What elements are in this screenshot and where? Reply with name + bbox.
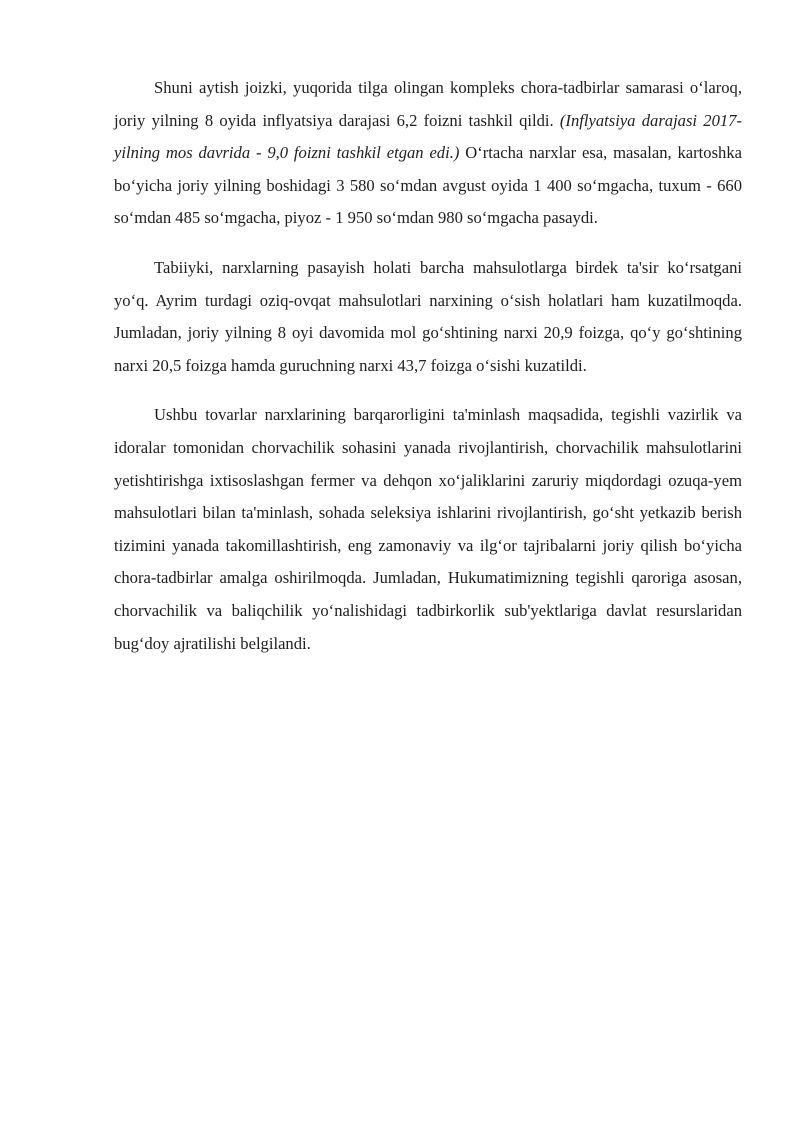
- paragraph-inflation-prices: O‘rtacha narxlar esa, masalan, kartoshka bo‘yicha joriy yilning boshidagi 3 580 so‘mdan avgust oyida 1 400 so‘mgacha, tuxum - 660 so‘mdan 485 so‘mgacha, piyoz - 1 950 so‘mdan 980 so‘mgacha pasaydi.: [114, 143, 742, 228]
- paragraph-inflation: [114, 72, 742, 235]
- paragraph-inflation-italic-note: (Inflyatsiya darajasi 2017-yilning mos davrida - 9,0 foizni tashkil etgan edi.): [114, 110, 743, 163]
- paragraph-measures: Ushbu tovarlar narxlarining barqarorligini ta'minlash maqsadida, tegishli vazirlik va idoralar tomonidan chorvachilik sohasini yanada rivojlantirish, chorvachilik mahsulotlarini yetishtirishga ixtisoslashgan fermer va dehqon xo‘jaliklarini zaruriy miqdordagi ozuqa-yem mahsulotlari bilan ta'minlash, sohada seleksiya ishlarini rivojlantirish, go‘sht yetkazib berish tizimini yanada takomillashtirish, eng zamonaviy va ilg‘or tajribalarni joriy qilish bo‘yicha chora-tadbirlar amalga oshirilmoqda. Jumladan, Hukumatimizning tegishli qaroriga asosan, chorvachilik va baliqchilik yo‘nalishidagi tadbirkorlik sub'yektlariga davlat resurslaridan bug‘doy ajratilishi belgilandi.: [114, 405, 742, 653]
- paragraph-price-growth: Tabiiyki, narxlarning pasayish holati barcha mahsulotlarga birdek ta'sir ko‘rsatgani yo‘q. Ayrim turdagi oziq-ovqat mahsulotlari narxining o‘sish holatlari ham kuzatilmoqda. Jumladan, joriy yilning 8 oyi davomida mol go‘shtining narxi 20,9 foizga, qo‘y go‘shtining narxi 20,5 foizga hamda guruchning narxi 43,7 foizga o‘sishi kuzatildi.: [114, 257, 742, 375]
- document-body: [114, 72, 742, 677]
- paragraph-inflation-text: Shuni aytish joizki, yuqorida tilga olingan kompleks chora-tadbirlar samarasi o‘laroq, joriy yilning 8 oyida inflyatsiya darajasi 6,2 foizni tashkil qildi.: [114, 78, 742, 130]
